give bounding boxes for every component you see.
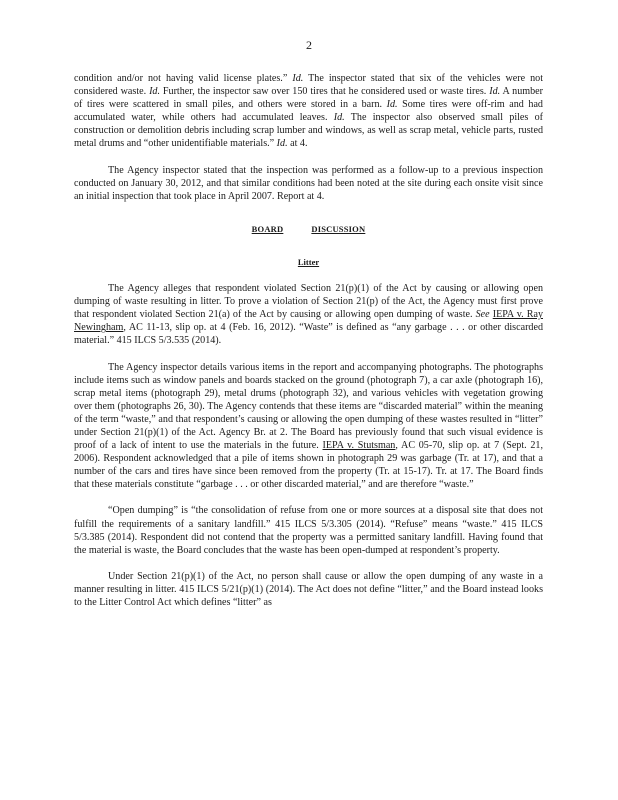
signal-see: See [475,309,490,321]
citation-id: Id. [292,73,304,84]
paragraph-agency-allegation: The Agency alleges that respondent violated Section 21(p)(1) of the Act by causing or allowing open dumping of waste resulting in litter. To prove a violation of Section 21(p) of the Act, the Agency must first prove that respondent violated Section 21(a) of the Act by causing or allowing open dumping of waste. See IEPA v. Ray Newingham, AC 11-13, slip op. at 4 (Feb. 16, 2012). “Waste” is defined as “any garbage . . . or other discarded material.” 415 ILCS 5/3.535 (2014). [74,283,543,347]
citation-id: Id. [489,86,501,98]
citation-id: Id. [276,138,288,150]
citation-id: Id. [386,99,398,111]
paragraph-photographs: The Agency inspector details various items in the report and accompanying photographs. The photographs include items such as window panels and boards stacked on the ground (photograph 7), a car axle (photograph 16), scrap metal items (photograph 29), metal drums (photograph 32), and various vehicles with vegetation growing over them (photographs 26, 30). The Agency contends that these items are “discarded material” within the meaning of the term “waste,” and that respondent’s causing or allowing the open dumping of these wastes resulted in “litter” under Section 21(p)(1) of the Act. Agency Br. at 2. The Board has previously found that such visual evidence is proof of a lack of intent to use the materials in the future. IEPA v. Stutsman, AC 05-70, slip op. at 7 (Sept. 21, 2006). Respondent acknowledged that a pile of items shown in photograph 29 was garbage (Tr. at 17), and that a number of the cars and tires have since been removed from the property (Tr. at 15-17). Tr. at 17. The Board finds that these materials constitute “garbage . . . or other discarded material,” and are therefore “waste.” [74,361,544,491]
page-number: 2 [306,38,312,52]
citation-id: Id. [333,112,345,124]
paragraph-vehicles-tires: condition and/or not having valid license plates.” Id. The inspector stated that six of the vehicles were not considered waste. Id. Further, the inspector saw over 150 tires that he considered used or waste tires. Id. A number of tires were scattered in small piles, and others were stored in a barn. Id. Some tires were off-rim and had accumulated water, while others had accumulated leaves. Id. The inspector also observed small piles of construction or demolition debris including scrap lumber and windows, as well as scrap metal, vehicle parts, rusted metal drums and “other unidentifiable materials.” Id. at 4. [74,73,543,150]
citation-id: Id. [149,86,160,98]
paragraph-open-dumping: “Open dumping” is “the consolidation of refuse from one or more sources at a disposal site that does not fulfill the requirements of a sanitary landfill.” 415 ILCS 5/3.305 (2014). “Refuse” means “waste.” 415 ILCS 5/3.385 (2014). Respondent did not contend that the property was a permitted sanitary landfill. Having found that the material is waste, the Board concludes that the waste has been open-dumped at respondent’s property. [74,505,543,556]
subsection-heading-litter: Litter [297,256,320,267]
paragraph-inspection-history: The Agency inspector stated that the inspection was performed as a follow-up to a previous inspection conducted on January 30, 2012, and that similar conditions had been noted at the site during each onsite visit since an initial inspection that took place in April 2007. Report at 4. [74,164,543,202]
document-body [74,72,543,609]
paragraph-section-21p1: Under Section 21(p)(1) of the Act, no person shall cause or allow the open dumping of any waste in a manner resulting in litter. 415 ILCS 5/21(p)(1) (2014). The Act does not define “litter,” and the Board instead looks to the Litter Control Act which defines “litter” as [74,570,543,608]
case-citation: IEPA v. Ray Newingham [74,309,543,334]
case-citation: IEPA v. Stutsman [322,440,396,452]
section-heading: BOARD DISCUSSION [251,223,366,234]
